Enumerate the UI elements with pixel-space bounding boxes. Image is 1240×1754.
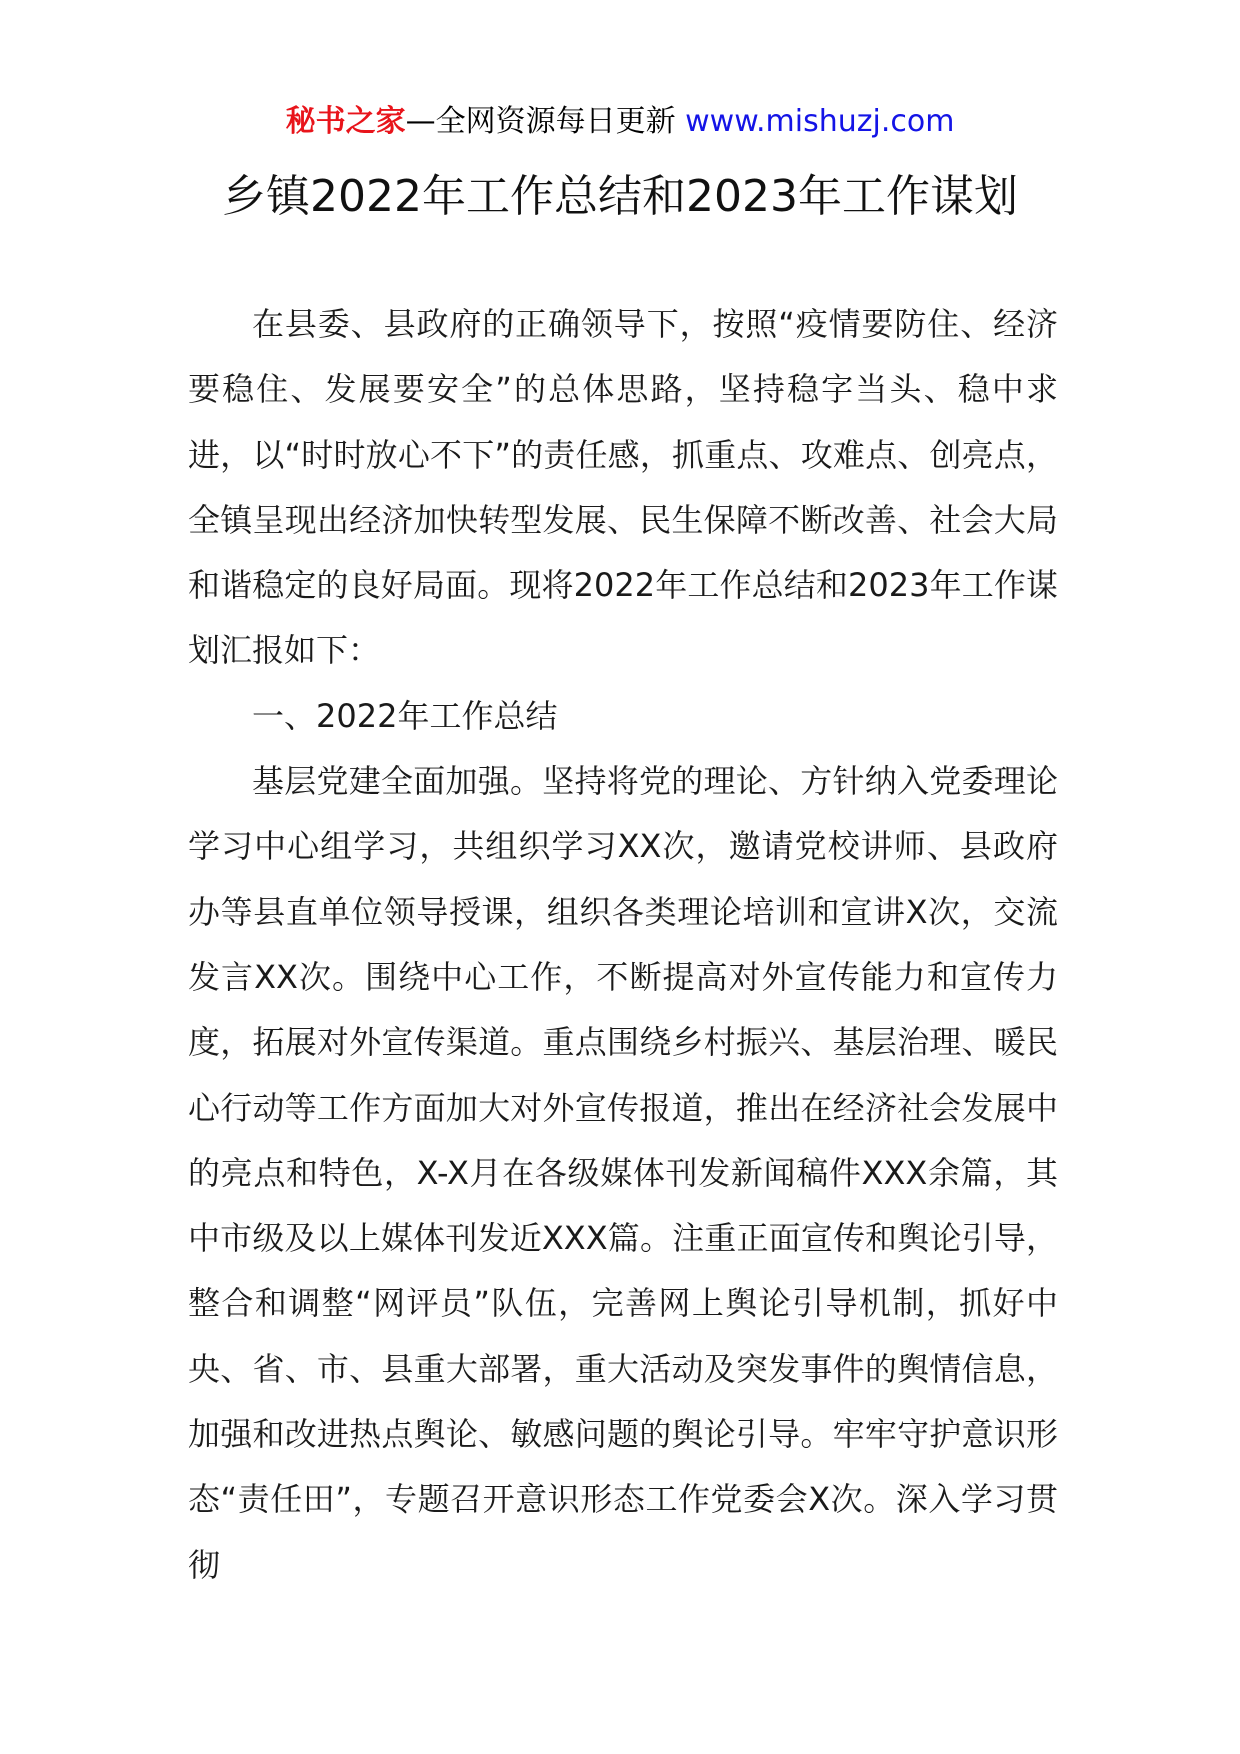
- site-banner: [0, 100, 1240, 144]
- body-paragraph: 基层党建全面加强。坚持将党的理论、方针纳入党委理论学习中心组学习，共组织学习XX次，邀请党校讲师、县政府办等县直单位领导授课，组织各类理论培训和宣讲X次，交流发言XX次。围绕中心工作，不断提高对外宣传能力和宣传力度，拓展对外宣传渠道。重点围绕乡村振兴、基层治理、暖民心行动等工作方面加大对外宣传报道，推出在经济社会发展中的亮点和特色，X-X月在各级媒体刊发新闻稿件XXX余篇，其中市级及以上媒体刊发近XXX篇。注重正面宣传和舆论引导，整合和调整“网评员”队伍，完善网上舆论引导机制，抓好中央、省、市、县重大部署，重大活动及突发事件的舆情信息，加强和改进热点舆论、敏感问题的舆论引导。牢牢守护意识形态“责任田”，专题召开意识形态工作党委会X次。深入学习贯彻: [188, 762, 1058, 1584]
- intro-paragraph: 在县委、县政府的正确领导下，按照“疫情要防住、经济要稳住、发展要安全”的总体思路，坚持稳字当头、稳中求进，以“时时放心不下”的责任感，抓重点、攻难点、创亮点，全镇呈现出经济加快转型发展、民生保障不断改善、社会大局和谐稳定的良好局面。现将2022年工作总结和2023年工作谋划汇报如下：: [188, 305, 1058, 670]
- banner-slogan: —全网资源每日更新: [405, 104, 676, 139]
- document-body: [188, 292, 1058, 1598]
- brand-name: 秘书之家: [285, 104, 406, 139]
- site-url-link[interactable]: www.mishuzj.com: [685, 104, 955, 139]
- section-heading: 一、2022年工作总结: [252, 696, 558, 735]
- document-title: 乡镇2022年工作总结和2023年工作谋划: [222, 171, 1018, 222]
